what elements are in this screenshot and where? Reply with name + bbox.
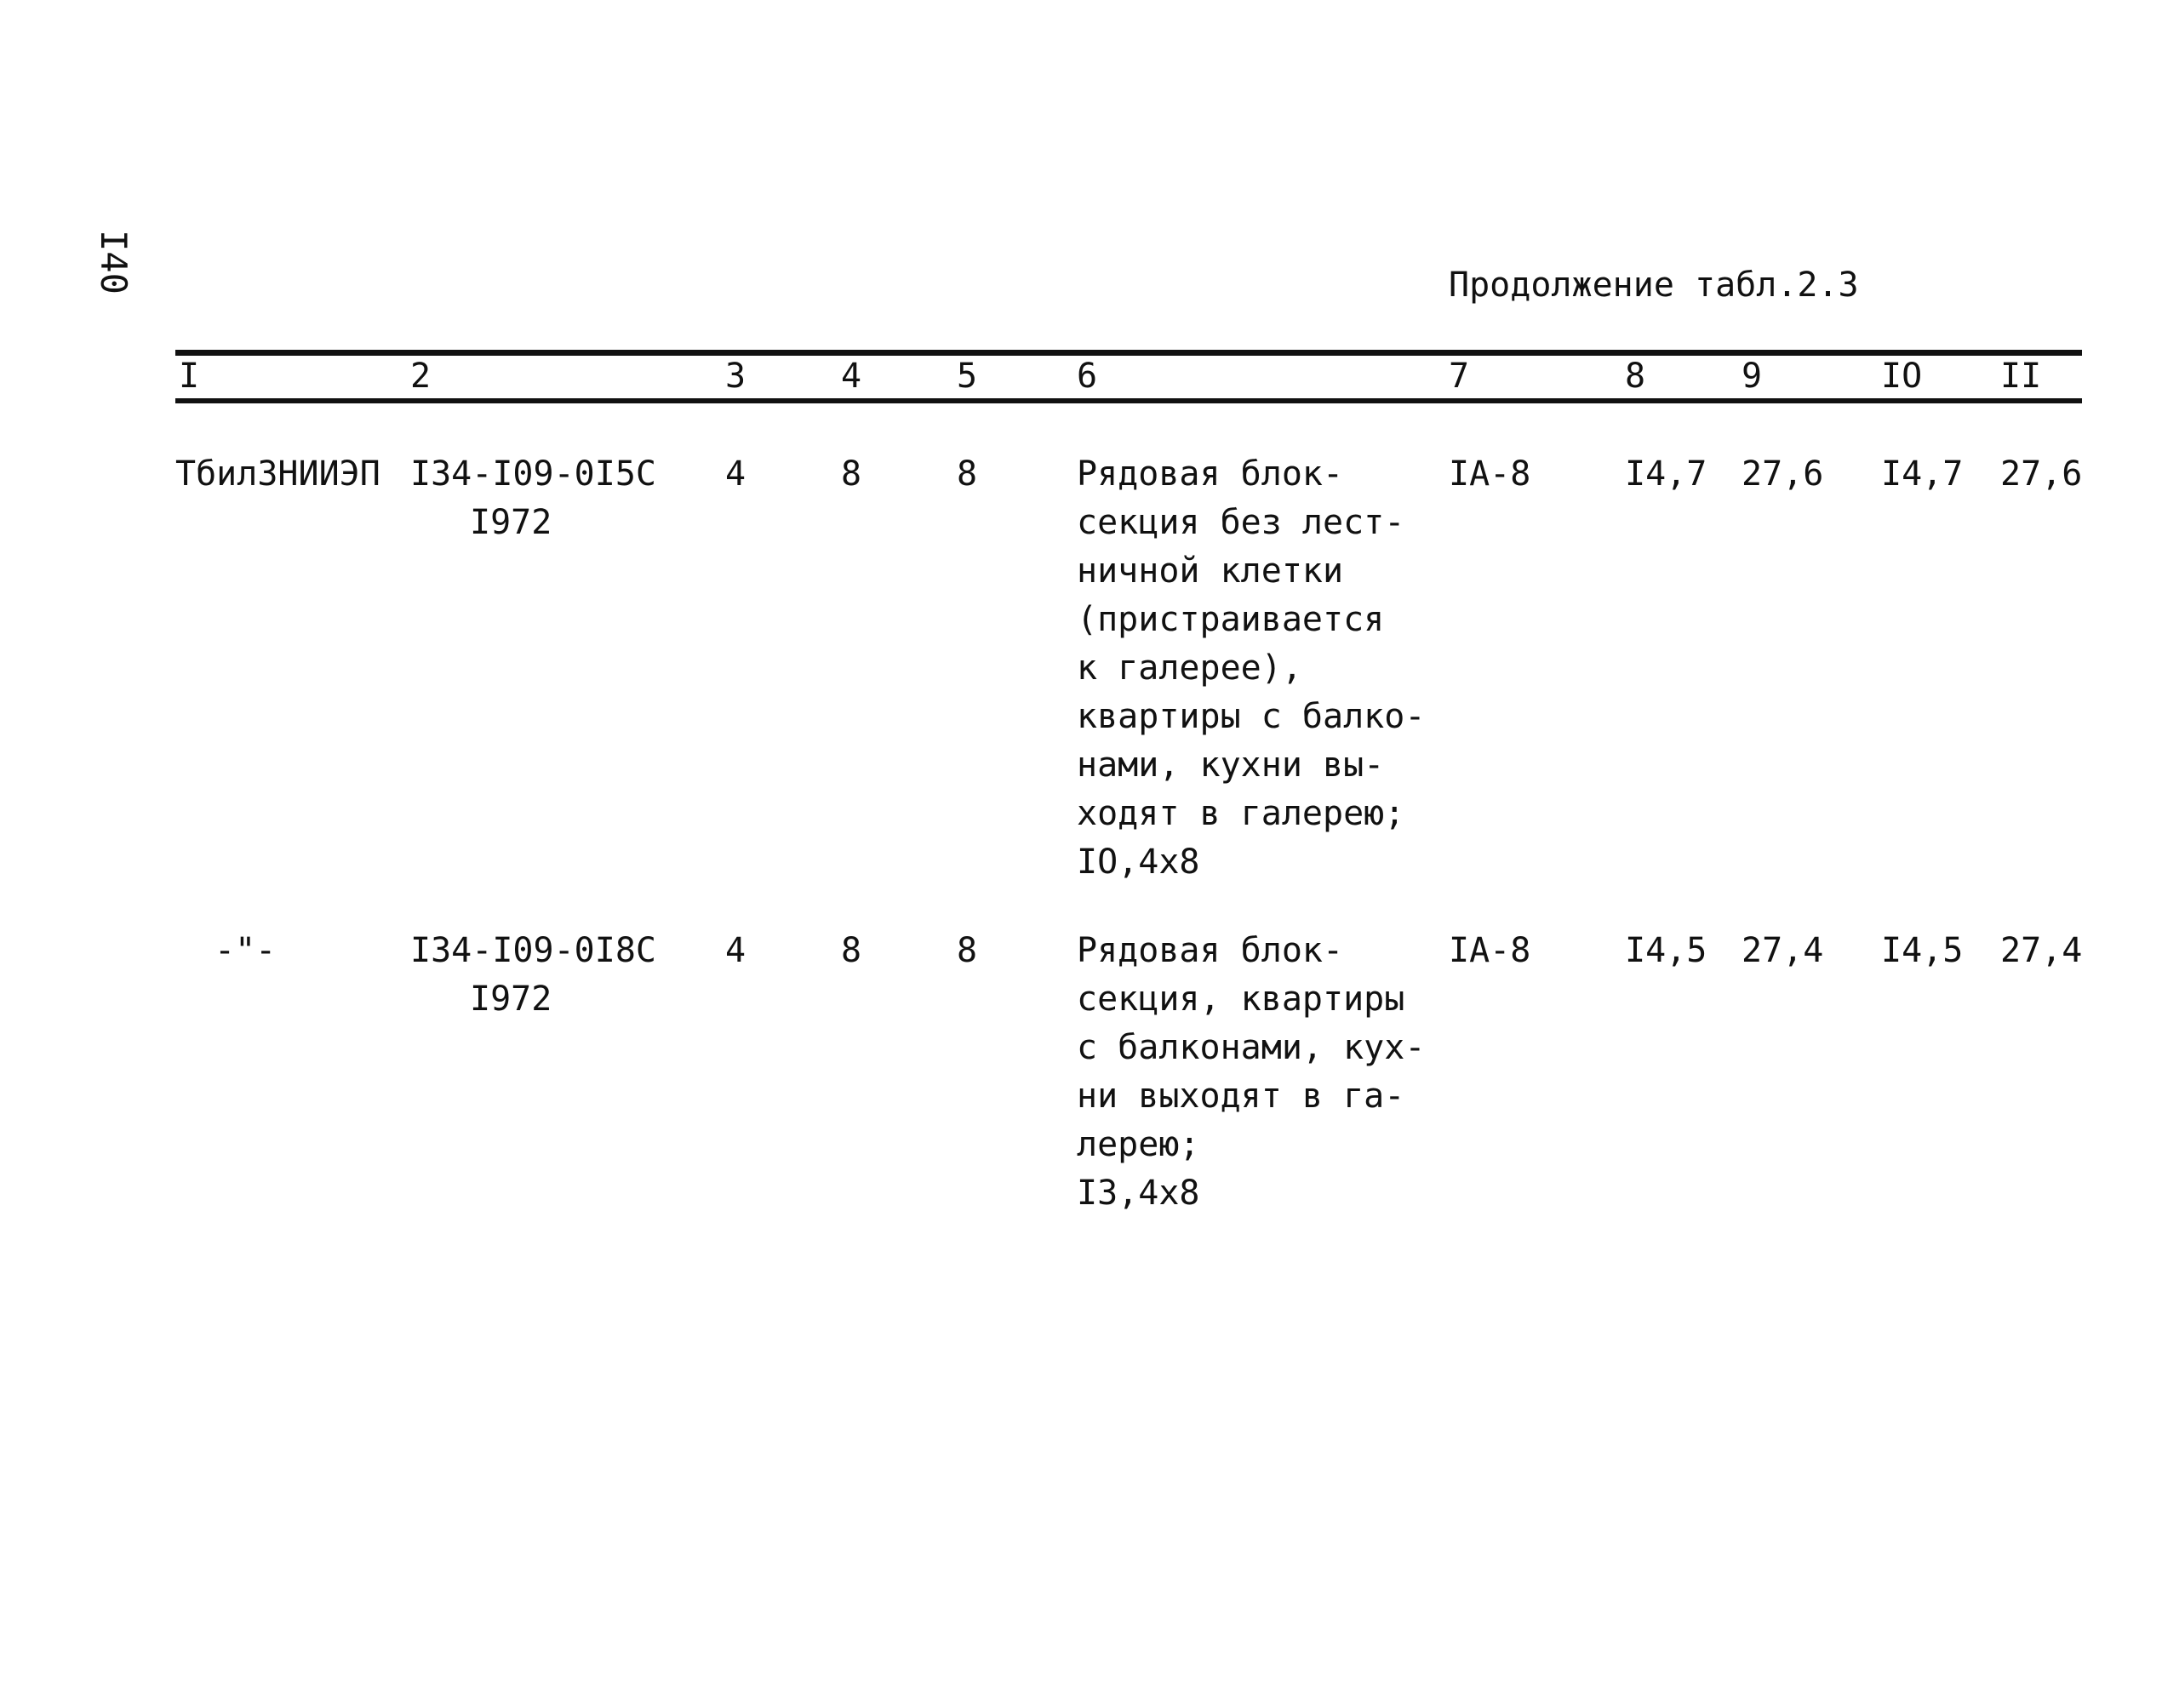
table-header-rule <box>175 398 2082 403</box>
table-top-rule <box>175 350 2082 356</box>
table-caption: Продолжение табл.2.3 <box>1449 266 1859 305</box>
table-cell-organization: ТбилЗНИИЭП <box>175 454 380 494</box>
table-cell-col10: I4,5 <box>1881 931 1964 970</box>
table-cell-organization: -"- <box>214 931 277 970</box>
table-cell-col4: 8 <box>841 454 862 494</box>
table-cell-col8: I4,5 <box>1625 931 1707 970</box>
table-cell-description: Рядовая блок- секция, квартиры с балконами, кух- ни выходят в га- лерею; I3,4x8 <box>1077 931 1426 1213</box>
table-cell-col5: 8 <box>957 931 978 970</box>
table-cell-year: I972 <box>470 503 552 542</box>
column-number-3: 3 <box>725 357 746 396</box>
table-cell-col10: I4,7 <box>1881 454 1964 494</box>
table-cell-col9: 27,6 <box>1742 454 1824 494</box>
column-number-6: 6 <box>1077 357 1098 396</box>
column-number-10: IO <box>1881 357 1923 396</box>
table-cell-col7: IA-8 <box>1449 931 1531 970</box>
column-number-1: I <box>179 357 200 396</box>
column-number-8: 8 <box>1625 357 1646 396</box>
column-number-9: 9 <box>1742 357 1763 396</box>
column-number-4: 4 <box>841 357 862 396</box>
page-number: I40 <box>93 230 134 294</box>
table-cell-project: I34-I09-0I5C <box>410 454 656 494</box>
table-cell-col11: 27,4 <box>2000 931 2083 970</box>
table-cell-col9: 27,4 <box>1742 931 1824 970</box>
table-cell-col7: IA-8 <box>1449 454 1531 494</box>
column-number-11: II <box>2000 357 2042 396</box>
column-number-5: 5 <box>957 357 978 396</box>
table-cell-col4: 8 <box>841 931 862 970</box>
table-cell-description: Рядовая блок- секция без лест- ничной клетки (пристраивается к галерее), квартиры с балко- нами, кухни вы- ходят в галерею; IO,4x8 <box>1077 454 1426 882</box>
table-cell-col8: I4,7 <box>1625 454 1707 494</box>
table-cell-project: I34-I09-0I8C <box>410 931 656 970</box>
table-cell-col3: 4 <box>725 454 746 494</box>
table-cell-year: I972 <box>470 980 552 1019</box>
column-number-7: 7 <box>1449 357 1470 396</box>
table-cell-col3: 4 <box>725 931 746 970</box>
table-cell-col11: 27,6 <box>2000 454 2083 494</box>
table-cell-col5: 8 <box>957 454 978 494</box>
column-number-2: 2 <box>410 357 432 396</box>
